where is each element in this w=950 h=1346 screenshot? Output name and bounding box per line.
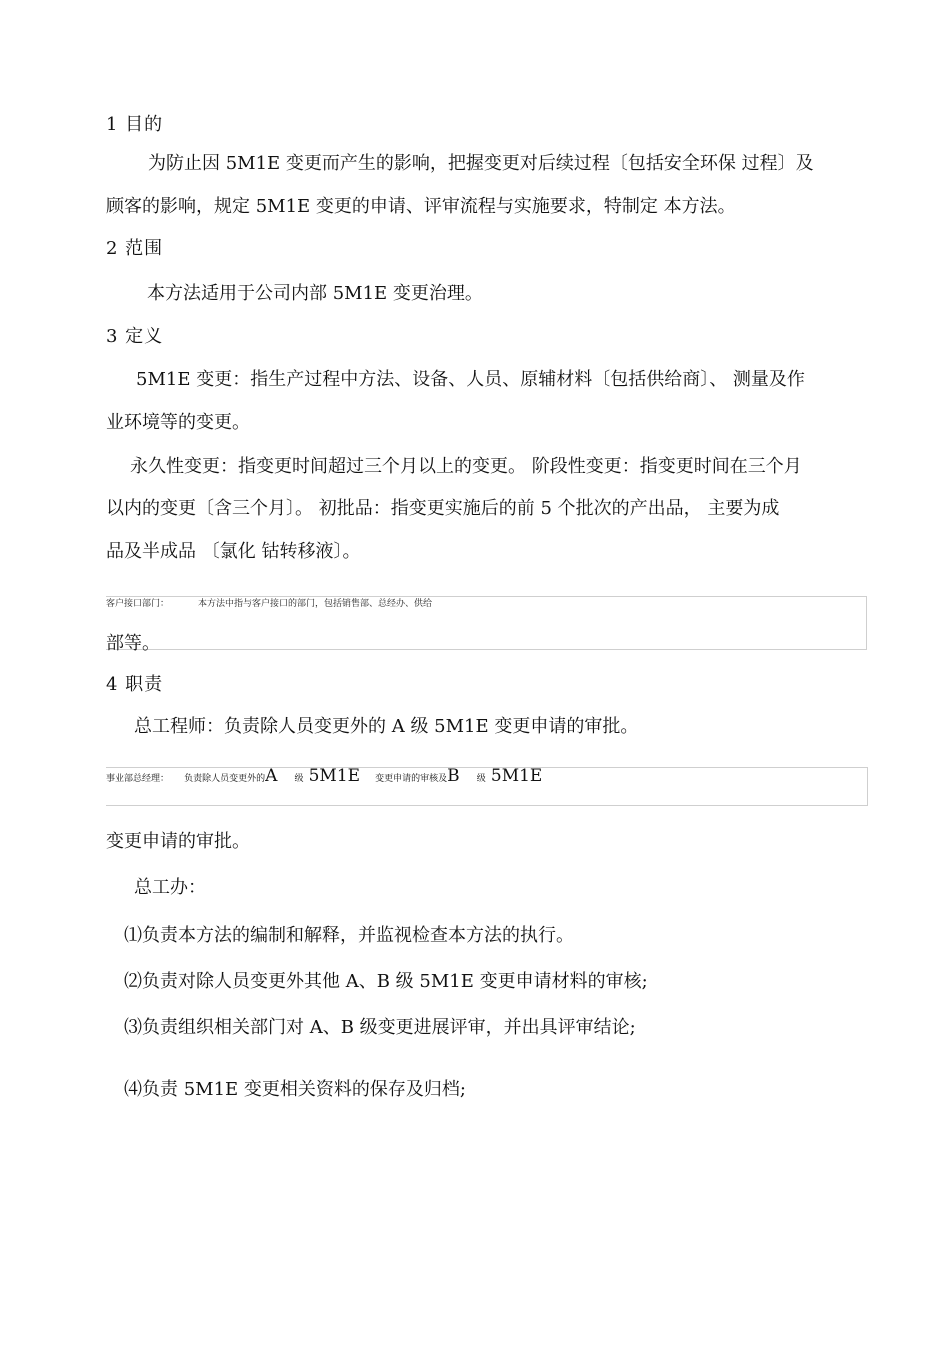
gm-duty-grade-b: B — [447, 766, 460, 786]
gm-duty-5m1e-2: 5M1E — [490, 766, 543, 786]
gm-duty-tail: 变更申请的审批。 — [106, 831, 250, 852]
customer-interface-tail: 部等。 — [106, 633, 160, 654]
gm-duty-line — [106, 766, 542, 786]
definition-change-types-line-2: 以内的变更〔含三个月〕。 初批品：指变更实施后的前 5 个批次的产出品， 主要为成 — [106, 498, 780, 519]
office-duty-item-4: ⑷负责 5M1E 变更相关资料的保存及归档; — [124, 1079, 466, 1100]
gm-duty-5m1e-1: 5M1E — [308, 766, 361, 786]
office-duty-item-2: ⑵负责对除人员变更外其他 A、B 级 5M1E 变更申请材料的审核; — [124, 971, 648, 992]
section-3-heading: 3 定义 — [106, 326, 164, 347]
section-2-paragraph: 本方法适用于公司内部 5M1E 变更治理。 — [147, 283, 483, 304]
section-1-paragraph-line-2: 顾客的影响，规定 5M1E 变更的申请、评审流程与实施要求，特制定 本方法。 — [106, 196, 736, 217]
general-office-heading: 总工办： — [134, 877, 206, 898]
customer-interface-label: 客户接口部门： — [106, 599, 170, 609]
section-4-heading: 4 职责 — [106, 674, 164, 695]
office-duty-item-3: ⑶负责组织相关部门对 A、B 级变更进展评审，并出具评审结论; — [124, 1017, 636, 1038]
definition-change-types-line-1: 永久性变更：指变更时间超过三个月以上的变更。 阶段性变更：指变更时间在三个月 — [130, 456, 802, 477]
definition-5m1e-line-2: 业环境等的变更。 — [106, 412, 250, 433]
definition-5m1e-line-1: 5M1E 变更：指生产过程中方法、设备、人员、原辅材料〔包括供给商〕、 测量及作 — [136, 369, 805, 390]
gm-duty-grade-a: A — [265, 766, 278, 786]
gm-duty-text-1: 负责除人员变更外的 — [184, 774, 266, 784]
gm-duty-label: 事业部总经理： — [106, 774, 170, 784]
customer-interface-text: 本方法中指与客户接口的部门，包括销售部、总经办、供给 — [198, 599, 433, 609]
section-1-paragraph-line-1: 为防止因 5M1E 变更而产生的影响，把握变更对后续过程〔包括安全环保 过程〕及 — [148, 153, 814, 174]
office-duty-item-1: ⑴负责本方法的编制和解释，并监视检查本方法的执行。 — [124, 925, 574, 946]
section-1-heading: 1 目的 — [106, 114, 164, 135]
gm-duty-text-3: 变更申请的审核及 — [375, 774, 448, 784]
definition-change-types-line-3: 品及半成品 〔氯化 钴转移液〕。 — [106, 541, 361, 562]
section-2-heading: 2 范围 — [106, 238, 164, 259]
gm-duty-text-4: 级 — [476, 774, 486, 784]
gm-duty-text-2: 级 — [294, 774, 304, 784]
chief-engineer-duty: 总工程师：负责除人员变更外的 A 级 5M1E 变更申请的审批。 — [134, 716, 639, 737]
